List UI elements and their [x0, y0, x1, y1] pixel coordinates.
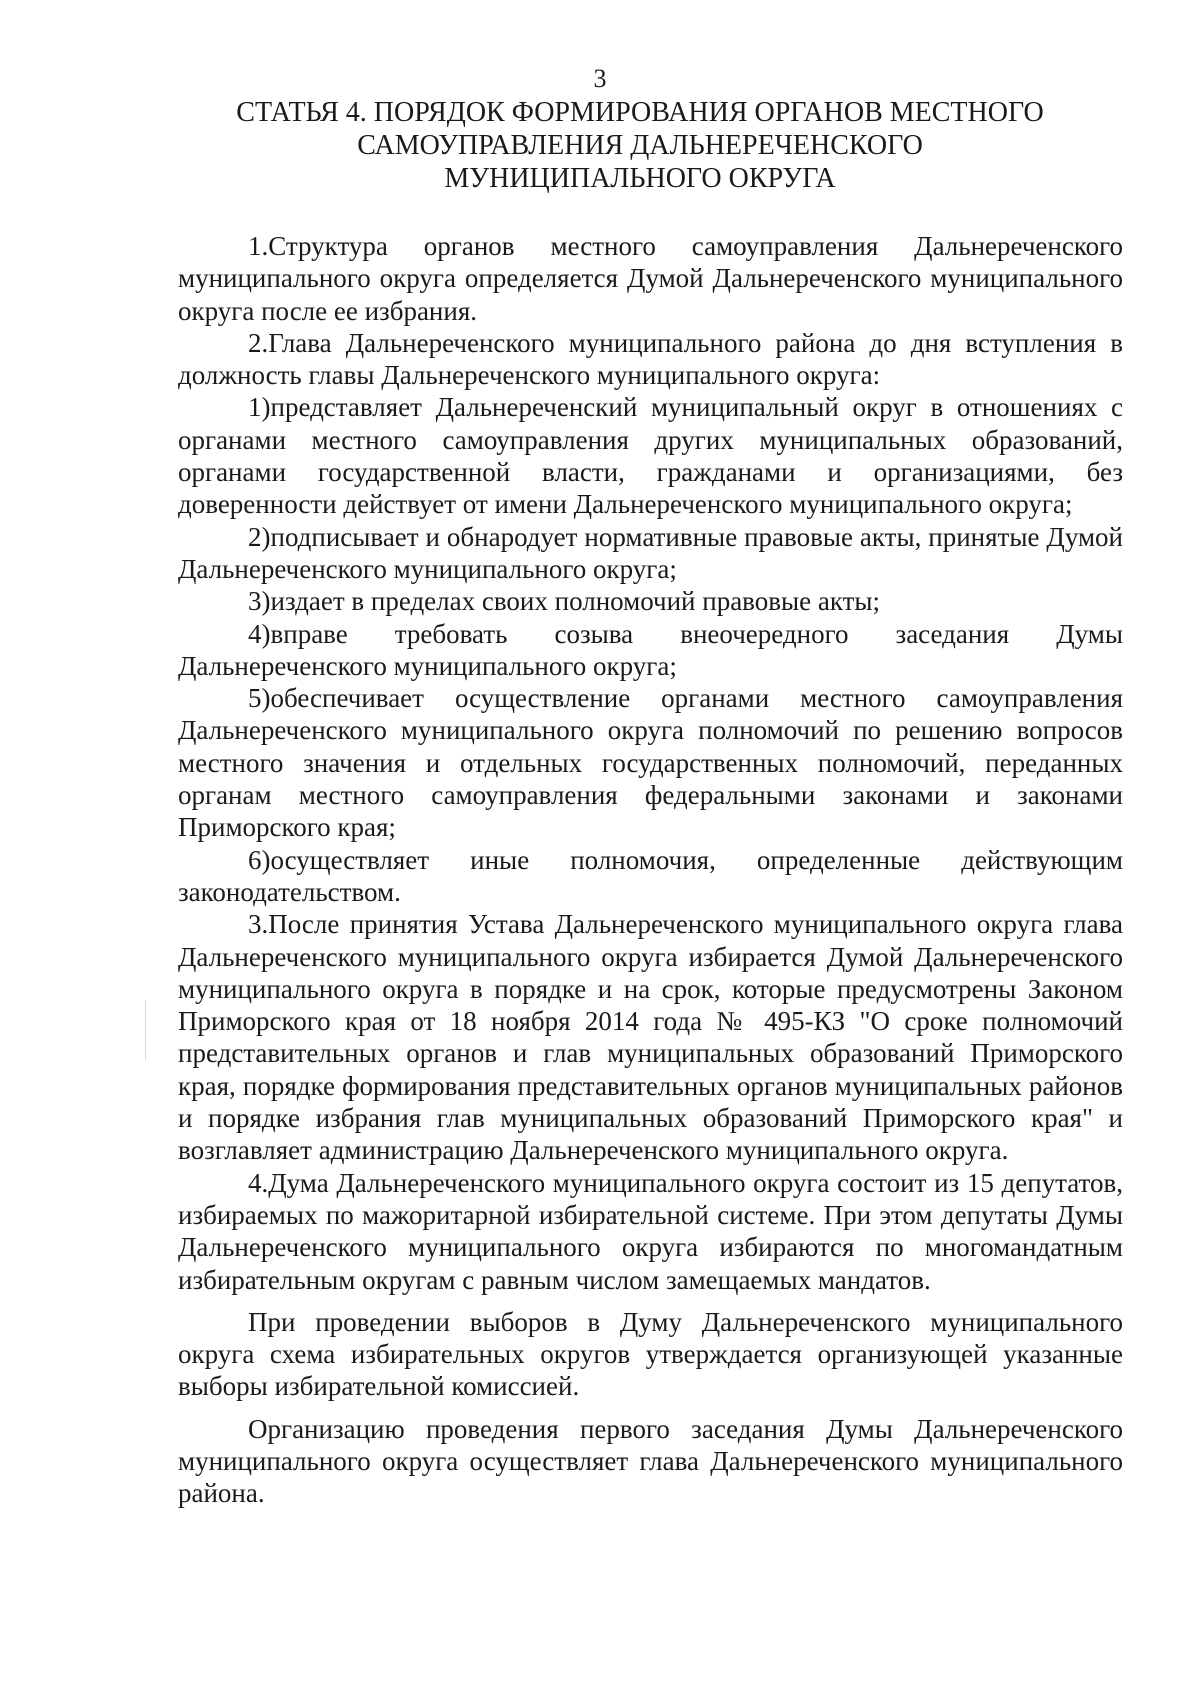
- article-title-line-1: СТАТЬЯ 4. ПОРЯДОК ФОРМИРОВАНИЯ ОРГАНОВ МЕСТНОГО: [236, 97, 1044, 128]
- paragraph-9: 3.После принятия Устава Дальнереченского муниципального округа глава Дальнереченского муниципального округа избирается Думой Дальнереченского муниципального округа в порядке и на срок, которые предусмотрены Законом Приморского края от 18 ноября 2014 года № 495-КЗ "О сроке полномочий представительных органов и глав муниципальных образований Приморского края, порядке формирования представительных органов муниципальных районов и порядке избрания глав муниципальных образований Приморского края" и возглавляет администрацию Дальнереченского муниципального округа.: [178, 909, 1123, 1166]
- paragraph-3: 1)представляет Дальнереченский муниципальный округ в отношениях с органами местного самоуправления других муниципальных образований, органами государственной власти, гражданами и организациями, без доверенности действует от имени Дальнереченского муниципального округа;: [178, 392, 1123, 520]
- scan-artifact: [145, 1000, 146, 1060]
- paragraph-4: 2)подписывает и обнародует нормативные правовые акты, принятые Думой Дальнереченского муниципального округа;: [178, 521, 1123, 584]
- paragraph-10: 4.Дума Дальнереченского муниципального округа состоит из 15 депутатов, избираемых по мажоритарной избирательной системе. При этом депутаты Думы Дальнереченского муниципального округа избираются по многомандатным избирательным округам с равным числом замещаемых мандатов.: [178, 1167, 1123, 1295]
- paragraph-1: 1.Структура органов местного самоуправления Дальнереченского муниципального округа определяется Думой Дальнереченского муниципального округа после ее избрания.: [178, 231, 1123, 326]
- article-title: [180, 96, 1100, 195]
- paragraph-5: 3)издает в пределах своих полномочий правовые акты;: [248, 586, 881, 617]
- page-number: 3: [593, 64, 607, 93]
- paragraph-2: 2.Глава Дальнереченского муниципального района до дня вступления в должность главы Дальнереченского муниципального округа:: [178, 327, 1123, 391]
- paragraph-8: 6)осуществляет иные полномочия, определенные действующим законодательством.: [178, 844, 1123, 907]
- paragraph-11: При проведении выборов в Думу Дальнереченского муниципального округа схема избирательных округов утверждается организующей указанные выборы избирательной комиссией.: [178, 1306, 1123, 1402]
- article-title-line-3: МУНИЦИПАЛЬНОГО ОКРУГА: [444, 163, 836, 194]
- paragraph-7: 5)обеспечивает осуществление органами местного самоуправления Дальнереченского муниципального округа полномочий по решению вопросов местного значения и отдельных государственных полномочий, переданных органам местного самоуправления федеральными законами и законами Приморского края;: [178, 683, 1123, 843]
- article-title-line-2: САМОУПРАВЛЕНИЯ ДАЛЬНЕРЕЧЕНСКОГО: [357, 130, 923, 161]
- paragraph-12: Организацию проведения первого заседания Думы Дальнереченского муниципального округа осуществляет глава Дальнереченского муниципального района.: [178, 1413, 1123, 1509]
- paragraph-6: 4)вправе требовать созыва внеочередного заседания Думы Дальнереченского муниципального округа;: [178, 618, 1123, 681]
- article-body: [178, 230, 1123, 1510]
